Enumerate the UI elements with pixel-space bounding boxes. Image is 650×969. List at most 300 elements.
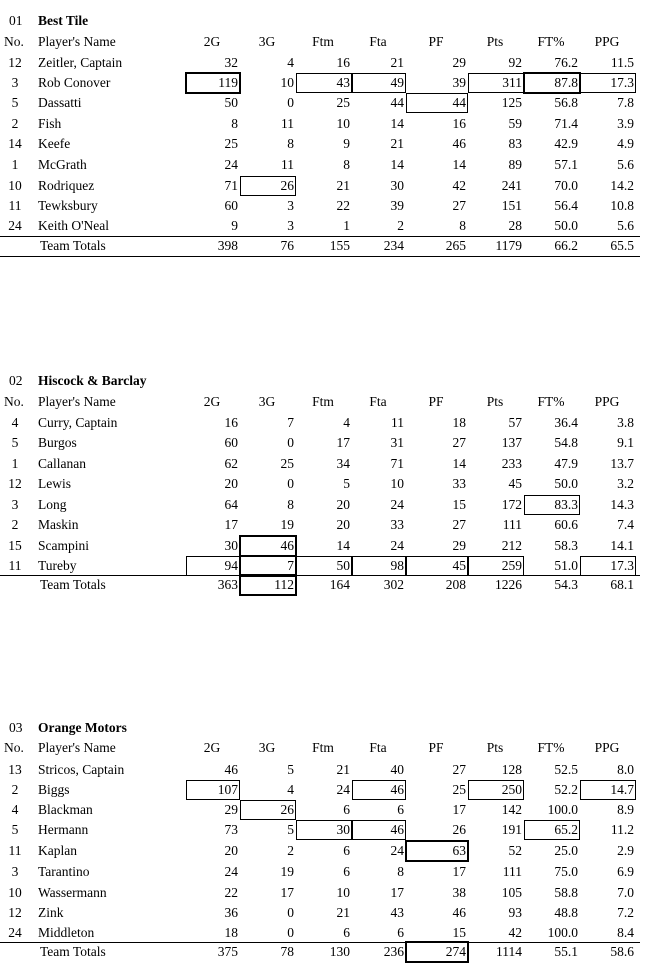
col-ppg: PPG: [594, 740, 620, 755]
col-ftm: Ftm: [312, 394, 334, 409]
player-name: Keefe: [38, 136, 71, 151]
stat-pts: 28: [508, 218, 522, 233]
team-name: Best Tile: [38, 13, 89, 28]
table-row: [0, 515, 640, 535]
stat-ppg: 7.0: [617, 885, 634, 900]
total-ftp: 54.3: [554, 577, 578, 592]
total-fta: 236: [383, 944, 404, 959]
col-ftp: FT%: [537, 34, 565, 49]
stat-fta: 43: [390, 905, 404, 920]
player-name: Tarantino: [38, 864, 90, 879]
stat-ppg: 3.2: [617, 476, 634, 491]
stat-pts-highlight: 250: [468, 780, 524, 800]
stat-3g: 11: [281, 116, 294, 131]
player-name: Kaplan: [38, 843, 77, 858]
stat-pf: 14: [452, 157, 466, 172]
stat-pts: 59: [508, 116, 522, 131]
stat-pf: 16: [452, 116, 466, 131]
stat-ppg: 7.8: [617, 95, 634, 110]
team-number: 02: [9, 373, 23, 388]
stat-ftm: 6: [343, 864, 350, 879]
stat-2g: 30: [224, 538, 238, 553]
stat-2g-highlight: 119: [186, 73, 240, 93]
player-name: Callanan: [38, 456, 86, 471]
stat-pts: 92: [508, 55, 522, 70]
stat-2g: 46: [224, 762, 238, 777]
stat-ftp: 54.8: [554, 435, 578, 450]
stat-ftp: 52.2: [554, 782, 578, 797]
stat-ftm: 6: [343, 925, 350, 940]
stat-ftp: 57.1: [554, 157, 578, 172]
table-row: [0, 903, 640, 923]
stat-ftm: 17: [336, 435, 350, 450]
stat-2g: 60: [224, 435, 238, 450]
stat-3g: 0: [287, 435, 294, 450]
stat-ppg: 14.3: [610, 497, 634, 512]
table-row: [0, 536, 640, 556]
stat-2g-highlight: 107: [186, 780, 240, 800]
stat-pf-highlight: 44: [406, 93, 468, 113]
stat-3g: 8: [287, 136, 294, 151]
stat-fta: 24: [390, 538, 404, 553]
stat-2g: 36: [224, 905, 238, 920]
stat-ftm: 10: [336, 885, 350, 900]
stat-fta: 30: [390, 178, 404, 193]
total-2g: 363: [217, 577, 238, 592]
stat-pts: 172: [501, 497, 522, 512]
stat-ftp: 100.0: [547, 802, 578, 817]
stat-pf: 15: [452, 497, 466, 512]
player-name: Hermann: [38, 822, 89, 837]
table-row: [0, 454, 640, 474]
stat-ftm: 14: [336, 538, 350, 553]
column-header-row: [0, 738, 640, 758]
player-name: Tewksbury: [38, 198, 98, 213]
total-fta: 302: [383, 577, 404, 592]
stat-ftp: 58.3: [554, 538, 578, 553]
total-ppg: 68.1: [610, 577, 634, 592]
stat-ftm: 9: [343, 136, 350, 151]
col-ppg: PPG: [594, 34, 620, 49]
stat-3g: 0: [287, 905, 294, 920]
table-row: [0, 820, 640, 840]
player-name: Biggs: [38, 782, 70, 797]
stat-ppg: 13.7: [610, 456, 634, 471]
stat-ppg: 8.0: [617, 762, 634, 777]
player-name: Zeitler, Captain: [38, 55, 123, 70]
player-no: 15: [8, 538, 22, 553]
stat-pts: 57: [508, 415, 522, 430]
section-bottom-rule: [0, 256, 640, 257]
stat-fta: 33: [390, 517, 404, 532]
stat-fta: 39: [390, 198, 404, 213]
total-3g-highlight: 112: [240, 575, 296, 595]
total-pf-highlight: 274: [406, 942, 468, 962]
stat-ftp: 36.4: [554, 415, 578, 430]
total-pts: 1226: [495, 577, 522, 592]
stat-2g: 50: [224, 95, 238, 110]
player-name: Tureby: [38, 558, 77, 573]
player-no: 13: [8, 762, 22, 777]
team-totals-row: [0, 942, 640, 962]
table-row: [0, 176, 640, 196]
stat-ftp: 47.9: [554, 456, 578, 471]
col-fta: Fta: [369, 740, 387, 755]
team-totals-row: [0, 236, 640, 256]
stat-2g: 32: [224, 55, 238, 70]
stat-ftp: 48.8: [554, 905, 578, 920]
stat-ftp: 58.8: [554, 885, 578, 900]
stat-pf: 14: [452, 456, 466, 471]
total-ftm: 164: [329, 577, 350, 592]
total-ftm: 155: [329, 238, 350, 253]
player-name: Zink: [38, 905, 64, 920]
stat-pf: 27: [452, 517, 466, 532]
stat-pf: 38: [452, 885, 466, 900]
stat-fta: 14: [390, 157, 404, 172]
stat-2g: 25: [224, 136, 238, 151]
player-name: Maskin: [38, 517, 79, 532]
stat-pts: 83: [508, 136, 522, 151]
player-no: 2: [11, 116, 19, 131]
stat-pf: 27: [452, 198, 466, 213]
player-name: Rodriquez: [38, 178, 95, 193]
stat-fta: 14: [390, 116, 404, 131]
total-2g: 375: [217, 944, 238, 959]
player-name: Blackman: [38, 802, 93, 817]
stat-2g: 24: [224, 864, 238, 879]
stat-pf: 46: [452, 905, 466, 920]
stat-ftp-highlight: 65.2: [524, 820, 580, 840]
player-name: Stricos, Captain: [38, 762, 125, 777]
total-2g: 398: [217, 238, 238, 253]
stat-2g: 73: [224, 822, 238, 837]
player-name: Wassermann: [38, 885, 107, 900]
table-row: [0, 196, 640, 216]
stat-fta: 8: [397, 864, 404, 879]
player-no: 2: [11, 517, 19, 532]
stat-3g: 2: [287, 843, 294, 858]
stat-3g: 0: [287, 476, 294, 491]
stat-ftp-highlight: 87.8: [524, 73, 580, 93]
stat-fta: 21: [390, 136, 404, 151]
col-no: No.: [4, 34, 24, 49]
stat-3g: 7: [287, 415, 294, 430]
player-name: Scampini: [38, 538, 89, 553]
col-pf: PF: [428, 394, 444, 409]
col-fta: Fta: [369, 394, 387, 409]
stat-fta-highlight: 46: [352, 820, 406, 840]
stat-3g-highlight: 26: [240, 176, 296, 196]
stat-pts: 137: [501, 435, 522, 450]
player-no: 11: [8, 558, 22, 573]
stat-ftp-highlight: 83.3: [524, 495, 580, 515]
stat-pts: 105: [501, 885, 522, 900]
total-pts: 1179: [495, 238, 522, 253]
stat-pts: 151: [501, 198, 522, 213]
stat-ppg-highlight: 17.3: [580, 556, 636, 576]
stat-3g: 10: [280, 75, 294, 90]
stat-pf-highlight: 45: [406, 556, 468, 576]
player-no: 4: [11, 415, 19, 430]
player-name: McGrath: [38, 157, 87, 172]
stat-ftm: 25: [336, 95, 350, 110]
player-no: 11: [8, 198, 22, 213]
totals-label: Team Totals: [40, 238, 106, 253]
stat-fta: 71: [390, 456, 404, 471]
stat-pf: 15: [452, 925, 466, 940]
stat-pts: 233: [501, 456, 522, 471]
table-row: [0, 862, 640, 882]
stat-2g: 16: [224, 415, 238, 430]
player-no: 12: [8, 905, 22, 920]
stat-2g: 8: [231, 116, 238, 131]
table-row: [0, 413, 640, 433]
stat-ftp: 25.0: [554, 843, 578, 858]
stat-pts-highlight: 259: [468, 556, 524, 576]
stat-ftm-highlight: 43: [296, 73, 352, 93]
stat-3g: 4: [287, 55, 294, 70]
stat-pf: 8: [459, 218, 466, 233]
stat-pts: 45: [508, 476, 522, 491]
col-pf: PF: [428, 34, 444, 49]
col-fta: Fta: [369, 34, 387, 49]
stat-fta: 11: [391, 415, 404, 430]
stat-3g: 3: [287, 218, 294, 233]
stat-2g: 60: [224, 198, 238, 213]
col-name: Player's Name: [38, 394, 116, 409]
table-row: [0, 134, 640, 154]
stat-ppg: 8.9: [617, 802, 634, 817]
stat-pf: 17: [452, 864, 466, 879]
stat-fta: 21: [390, 55, 404, 70]
stat-ftm: 16: [336, 55, 350, 70]
table-row: [0, 556, 640, 576]
total-ppg: 65.5: [610, 238, 634, 253]
stat-ppg: 2.9: [617, 843, 634, 858]
player-no: 3: [11, 864, 19, 879]
stat-ppg: 7.4: [617, 517, 634, 532]
stat-2g: 22: [224, 885, 238, 900]
stat-pts: 125: [501, 95, 522, 110]
stat-3g: 25: [280, 456, 294, 471]
player-no: 2: [11, 782, 19, 797]
table-row: [0, 760, 640, 780]
table-row: [0, 53, 640, 73]
stat-2g: 71: [224, 178, 238, 193]
stat-ftm-highlight: 30: [296, 820, 352, 840]
col-2g: 2G: [203, 394, 221, 409]
stat-fta: 6: [397, 925, 404, 940]
stat-3g: 8: [287, 497, 294, 512]
stat-3g: 5: [287, 822, 294, 837]
stat-3g: 17: [280, 885, 294, 900]
stat-ftp: 100.0: [547, 925, 578, 940]
stat-pf: 26: [452, 822, 466, 837]
stat-ftm: 22: [336, 198, 350, 213]
stat-ftp: 56.8: [554, 95, 578, 110]
col-pf: PF: [428, 740, 444, 755]
stat-ftp: 70.0: [554, 178, 578, 193]
team-number: 03: [9, 720, 23, 735]
col-ftm: Ftm: [312, 740, 334, 755]
stat-pts: 212: [501, 538, 522, 553]
stat-ppg: 3.9: [617, 116, 634, 131]
stat-ftp: 75.0: [554, 864, 578, 879]
stat-2g: 9: [231, 218, 238, 233]
stat-ftm: 24: [336, 782, 350, 797]
stat-ppg: 8.4: [617, 925, 634, 940]
col-name: Player's Name: [38, 740, 116, 755]
stat-ppg: 14.2: [610, 178, 634, 193]
table-row: [0, 433, 640, 453]
player-no: 5: [11, 822, 19, 837]
col-pts: Pts: [486, 394, 504, 409]
table-row: [0, 883, 640, 903]
stat-3g-highlight: 7: [240, 556, 296, 576]
table-row: [0, 155, 640, 175]
total-ppg: 58.6: [610, 944, 634, 959]
stat-ftp: 50.0: [554, 476, 578, 491]
stat-3g-highlight: 26: [240, 800, 296, 820]
player-no: 12: [8, 476, 22, 491]
col-3g: 3G: [258, 740, 276, 755]
stat-ppg: 4.9: [617, 136, 634, 151]
stat-ftm: 5: [343, 476, 350, 491]
player-no: 11: [8, 843, 22, 858]
stat-pf: 42: [452, 178, 466, 193]
column-header-row: [0, 392, 640, 412]
stat-2g-highlight: 94: [186, 556, 240, 576]
stat-ftm: 6: [343, 843, 350, 858]
stat-ppg: 9.1: [617, 435, 634, 450]
stat-3g: 5: [287, 762, 294, 777]
stat-pf: 25: [452, 782, 466, 797]
team-name: Hiscock & Barclay: [38, 373, 147, 388]
table-row: [0, 73, 640, 93]
total-3g: 78: [280, 944, 294, 959]
col-ftp: FT%: [537, 394, 565, 409]
stat-fta: 31: [390, 435, 404, 450]
stat-ftm: 10: [336, 116, 350, 131]
stat-fta: 24: [390, 843, 404, 858]
table-row: [0, 800, 640, 820]
stat-ftm: 21: [336, 905, 350, 920]
stat-pf: 29: [452, 538, 466, 553]
player-no: 1: [11, 157, 19, 172]
stat-pf: 29: [452, 55, 466, 70]
stat-ftp: 60.6: [554, 517, 578, 532]
player-name: Burgos: [38, 435, 77, 450]
table-row: [0, 841, 640, 861]
stat-ftm: 20: [336, 497, 350, 512]
col-no: No.: [4, 394, 24, 409]
stat-pts: 111: [502, 517, 522, 532]
stat-ftm: 4: [343, 415, 350, 430]
stat-ppg: 5.6: [617, 157, 634, 172]
stat-fta: 2: [397, 218, 404, 233]
table-row: [0, 780, 640, 800]
stat-ftp: 76.2: [554, 55, 578, 70]
player-name: Dassatti: [38, 95, 82, 110]
stat-ftp: 42.9: [554, 136, 578, 151]
table-row: [0, 495, 640, 515]
total-fta: 234: [383, 238, 404, 253]
stat-ftm: 21: [336, 178, 350, 193]
col-pts: Pts: [486, 740, 504, 755]
stat-ftm: 34: [336, 456, 350, 471]
stat-3g-highlight: 46: [240, 536, 296, 556]
col-ppg: PPG: [594, 394, 620, 409]
stat-pts: 52: [508, 843, 522, 858]
stat-pts: 191: [501, 822, 522, 837]
stat-2g: 17: [224, 517, 238, 532]
stat-3g: 3: [287, 198, 294, 213]
total-pts: 1114: [496, 944, 522, 959]
total-3g: 76: [280, 238, 294, 253]
player-no: 3: [11, 497, 19, 512]
stat-2g: 24: [224, 157, 238, 172]
total-ftp: 55.1: [554, 944, 578, 959]
player-no: 5: [11, 95, 19, 110]
stat-ftm: 20: [336, 517, 350, 532]
stat-fta-highlight: 46: [352, 780, 406, 800]
stat-2g: 29: [224, 802, 238, 817]
stat-pts: 241: [501, 178, 522, 193]
stat-ftm: 6: [343, 802, 350, 817]
stat-pf: 46: [452, 136, 466, 151]
stat-ftp: 52.5: [554, 762, 578, 777]
stat-ftp: 51.0: [554, 558, 578, 573]
stat-fta: 10: [390, 476, 404, 491]
player-no: 10: [8, 178, 22, 193]
stat-3g: 19: [280, 517, 294, 532]
stat-ppg: 3.8: [617, 415, 634, 430]
player-name: Rob Conover: [38, 75, 111, 90]
col-ftp: FT%: [537, 740, 565, 755]
total-pf: 265: [445, 238, 466, 253]
col-3g: 3G: [258, 34, 276, 49]
stat-fta: 44: [390, 95, 404, 110]
col-no: No.: [4, 740, 24, 755]
table-row: [0, 93, 640, 113]
stat-pf: 17: [452, 802, 466, 817]
stat-ppg: 6.9: [617, 864, 634, 879]
player-no: 24: [8, 218, 22, 233]
stat-pts: 93: [508, 905, 522, 920]
stat-ftm: 1: [343, 218, 350, 233]
stat-pf: 18: [452, 415, 466, 430]
stat-ppg: 10.8: [610, 198, 634, 213]
stat-ppg: 11.5: [610, 55, 634, 70]
stat-ppg: 11.2: [610, 822, 634, 837]
stat-2g: 64: [224, 497, 238, 512]
stat-ppg: 14.1: [610, 538, 634, 553]
stat-pts: 42: [508, 925, 522, 940]
column-header-row: [0, 32, 640, 52]
player-name: Keith O'Neal: [38, 218, 110, 233]
player-no: 14: [8, 136, 22, 151]
col-pts: Pts: [486, 34, 504, 49]
stat-ftm: 21: [336, 762, 350, 777]
player-no: 3: [11, 75, 19, 90]
stat-pts: 142: [501, 802, 522, 817]
stat-fta: 17: [390, 885, 404, 900]
stat-pf: 27: [452, 762, 466, 777]
table-row: [0, 923, 640, 943]
stat-3g: 0: [287, 925, 294, 940]
stat-3g: 11: [281, 157, 294, 172]
